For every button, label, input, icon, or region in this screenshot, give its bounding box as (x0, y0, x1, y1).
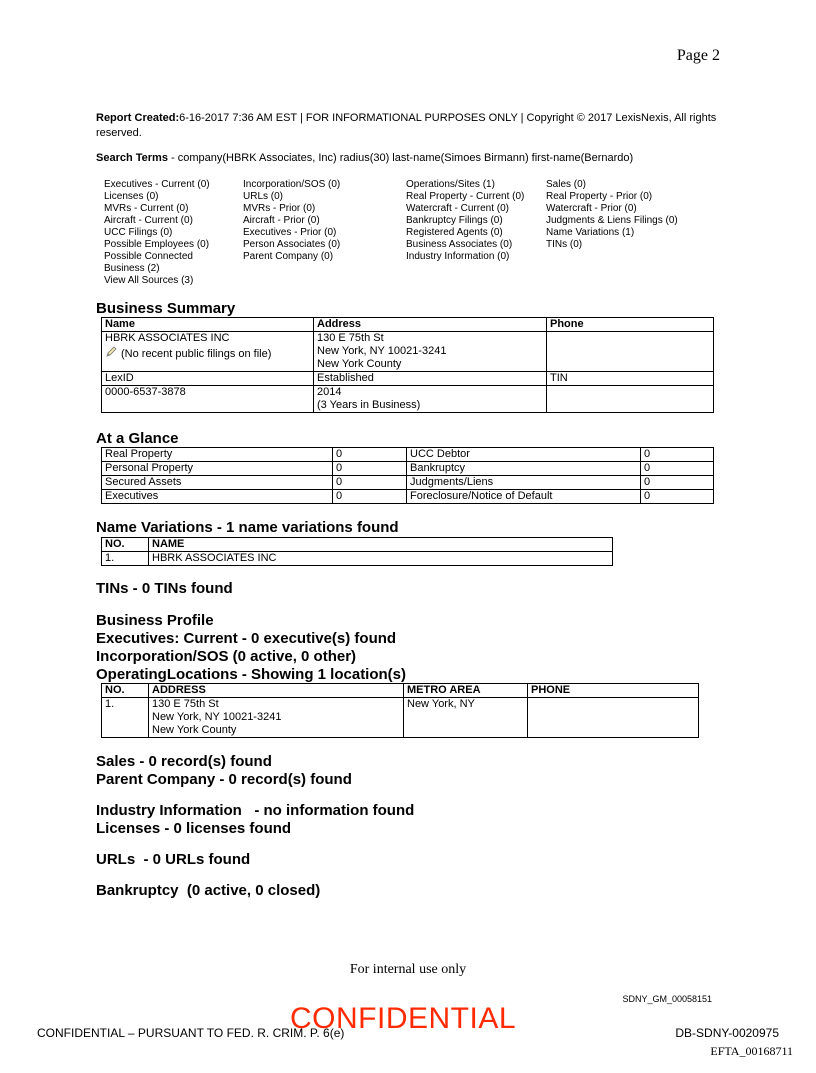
source-link[interactable]: Aircraft - Prior (0) (243, 215, 320, 226)
urls-heading: URLs - 0 URLs found (96, 851, 251, 868)
location-phone (528, 698, 699, 738)
column-header: Name (102, 318, 314, 332)
glance-value: 0 (641, 462, 714, 476)
source-link[interactable]: Executives - Current (0) (104, 179, 210, 190)
confidentiality-notice: CONFIDENTIAL – PURSUANT TO FED. R. CRIM. P. 6(e) (37, 1026, 345, 1040)
glance-label: Bankruptcy (407, 462, 641, 476)
industry-heading: Industry Information - no information found (96, 802, 415, 819)
source-link[interactable]: Registered Agents (0) (406, 227, 503, 238)
parent-company-heading: Parent Company - 0 record(s) found (96, 771, 352, 788)
established-cell (314, 386, 547, 413)
glance-label: Personal Property (102, 462, 333, 476)
operating-locations-heading: OperatingLocations - Showing 1 location(s) (96, 666, 407, 683)
column-header: Established (314, 372, 547, 386)
column-header: LexID (102, 372, 314, 386)
variation-number: 1. (102, 552, 149, 566)
document-id: DB-SDNY-0020975 (675, 1026, 779, 1040)
source-link[interactable]: MVRs - Prior (0) (243, 203, 316, 214)
column-header: PHONE (528, 684, 699, 698)
source-link[interactable]: Person Associates (0) (243, 239, 341, 250)
table-header-row (102, 318, 714, 332)
source-link[interactable]: Business (2) (104, 263, 160, 274)
table-header-row (102, 538, 613, 552)
glance-value: 0 (333, 476, 407, 490)
glance-label: Real Property (102, 448, 333, 462)
established-year: 2014 (317, 386, 342, 398)
tin-cell (547, 386, 714, 413)
glance-value: 0 (333, 490, 407, 504)
table-row (102, 332, 714, 372)
table-row (102, 476, 714, 490)
location-metro: New York, NY (404, 698, 528, 738)
search-terms-text: - company(HBRK Associates, Inc) radius(30) last-name(Simoes Birmann) first-name(Bernardo) (167, 152, 634, 164)
source-link[interactable]: UCC Filings (0) (104, 227, 173, 238)
source-link[interactable]: Real Property - Current (0) (406, 191, 525, 202)
address-line: 130 E 75th St (317, 332, 384, 344)
phone-cell (547, 332, 714, 372)
source-column-1 (104, 179, 210, 287)
operating-locations-table (101, 683, 699, 738)
glance-label: Executives (102, 490, 333, 504)
table-row (102, 462, 714, 476)
table-row (102, 698, 699, 738)
column-header: NAME (149, 538, 613, 552)
source-column-4 (546, 179, 678, 251)
source-link[interactable]: Possible Connected (104, 251, 193, 262)
years-in-business: (3 Years in Business) (317, 399, 421, 411)
executives-heading: Executives: Current - 0 executive(s) found (96, 630, 397, 647)
pencil-icon (105, 346, 117, 358)
source-link[interactable]: Aircraft - Current (0) (104, 215, 193, 226)
source-column-2 (243, 179, 340, 263)
incorporation-heading: Incorporation/SOS (0 active, 0 other) (96, 648, 357, 665)
glance-label: UCC Debtor (407, 448, 641, 462)
glance-value: 0 (641, 448, 714, 462)
column-header: ADDRESS (149, 684, 404, 698)
source-link[interactable]: Operations/Sites (1) (406, 179, 495, 190)
address-line: New York County (152, 724, 237, 736)
business-name: HBRK ASSOCIATES INC (105, 332, 230, 344)
column-header: TIN (547, 372, 714, 386)
source-link[interactable]: Sales (0) (546, 179, 587, 190)
location-address (149, 698, 404, 738)
glance-value: 0 (333, 448, 407, 462)
tins-heading: TINs - 0 TINs found (96, 580, 233, 597)
source-link[interactable]: Executives - Prior (0) (243, 227, 337, 238)
source-link[interactable]: Parent Company (0) (243, 251, 334, 262)
lexid-cell: 0000-6537-3878 (102, 386, 314, 413)
source-link[interactable]: URLs (0) (243, 191, 284, 202)
source-link[interactable]: Bankruptcy Filings (0) (406, 215, 503, 226)
address-line: New York, NY 10021-3241 (152, 711, 282, 723)
source-link[interactable]: MVRs - Current (0) (104, 203, 189, 214)
confidential-stamp: CONFIDENTIAL (290, 1002, 517, 1035)
table-row (102, 490, 714, 504)
search-terms-label: Search Terms (96, 152, 168, 164)
source-link[interactable]: Judgments & Liens Filings (0) (546, 215, 678, 226)
source-link[interactable]: Name Variations (1) (546, 227, 635, 238)
filing-note (105, 345, 310, 361)
column-header: METRO AREA (404, 684, 528, 698)
table-row (102, 552, 613, 566)
location-number: 1. (102, 698, 149, 738)
column-header: NO. (102, 684, 149, 698)
search-terms (96, 152, 633, 164)
filing-note-text: (No recent public filings on file) (121, 348, 272, 360)
address-line: 130 E 75th St (152, 698, 219, 710)
business-profile-heading: Business Profile (96, 612, 214, 629)
business-summary-heading: Business Summary (96, 300, 236, 317)
source-link[interactable]: Real Property - Prior (0) (546, 191, 653, 202)
glance-label: Foreclosure/Notice of Default (407, 490, 641, 504)
glance-value: 0 (641, 490, 714, 504)
source-link[interactable]: TINs (0) (546, 239, 583, 250)
address-line: New York County (317, 358, 402, 370)
name-variations-heading: Name Variations - 1 name variations found (96, 519, 399, 536)
column-header: Phone (547, 318, 714, 332)
column-header: Address (314, 318, 547, 332)
source-link[interactable]: Incorporation/SOS (0) (243, 179, 341, 190)
sales-heading: Sales - 0 record(s) found (96, 753, 272, 770)
address-cell (314, 332, 547, 372)
source-link[interactable]: Licenses (0) (104, 191, 159, 202)
source-link[interactable]: View All Sources (3) (104, 275, 194, 286)
report-created (96, 111, 726, 141)
at-a-glance-table (101, 447, 714, 504)
name-variations-table (101, 537, 613, 566)
business-name-cell (102, 332, 314, 372)
column-header: NO. (102, 538, 149, 552)
report-created-label: Report Created: (96, 112, 180, 124)
glance-value: 0 (641, 476, 714, 490)
at-a-glance-heading: At a Glance (96, 430, 179, 447)
variation-name: HBRK ASSOCIATES INC (149, 552, 613, 566)
table-header-row (102, 684, 699, 698)
glance-label: Judgments/Liens (407, 476, 641, 490)
bankruptcy-heading: Bankruptcy (0 active, 0 closed) (96, 882, 321, 899)
source-link[interactable]: Watercraft - Current (0) (406, 203, 509, 214)
page-number: Page 2 (676, 47, 720, 64)
source-link[interactable]: Industry Information (0) (406, 251, 510, 262)
source-link[interactable]: Watercraft - Prior (0) (546, 203, 637, 214)
licenses-heading: Licenses - 0 licenses found (96, 820, 292, 837)
source-link[interactable]: Business Associates (0) (406, 239, 513, 250)
address-line: New York, NY 10021-3241 (317, 345, 447, 357)
efta-number: EFTA_00168711 (710, 1044, 793, 1058)
glance-value: 0 (333, 462, 407, 476)
table-row (102, 448, 714, 462)
source-link[interactable]: Possible Employees (0) (104, 239, 210, 250)
glance-label: Secured Assets (102, 476, 333, 490)
source-column-3 (406, 179, 524, 263)
report-created-text: 6-16-2017 7:36 AM EST | FOR INFORMATIONAL PURPOSES ONLY | Copyright © 2017 LexisNexis, All rights reserved. (96, 112, 717, 139)
table-header-row (102, 372, 714, 386)
business-summary-table (101, 317, 714, 413)
bates-number: SDNY_GM_00058151 (622, 994, 712, 1004)
internal-use-notice: For internal use only (349, 962, 467, 977)
table-row (102, 386, 714, 413)
